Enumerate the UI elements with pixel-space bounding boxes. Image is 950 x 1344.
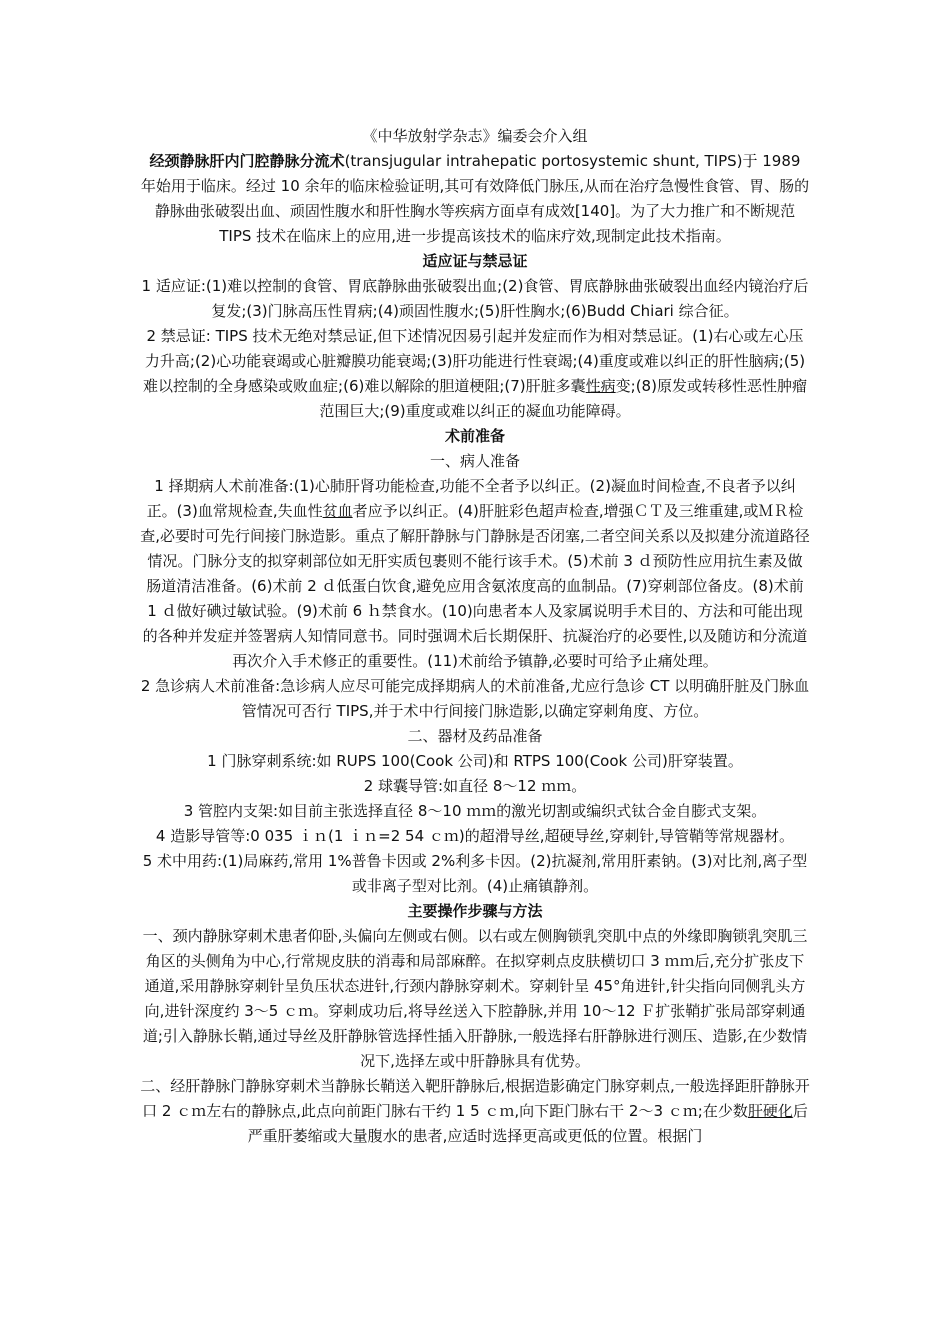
elective-prep-paragraph [140, 474, 810, 674]
contraindications-text-b: 变;(8)原发或转移性恶性肿瘤范围巨大;(9)重度或难以纠正的凝血功能障碍。 [319, 377, 807, 420]
procedure-step-1: 一、颈内静脉穿刺术患者仰卧,头偏向左侧或右侧。以右或左侧胸锁乳突肌中点的外缘即胸锁乳突肌三角区的头侧角为中心,行常规皮肤的消毒和局部麻醉。在拟穿刺点皮肤横切口 3 ｍｍ后,充分扩张皮下通道,采用静脉穿刺针呈负压状态进针,行颈内静脉穿刺术。穿刺针呈 45°角进针,针尖指向同侧乳头方向,进针深度约 3～5 ｃｍ。穿刺成功后,将导丝送入下腔静脉,并用 10～12 Ｆ扩张鞘扩张局部穿刺通道;引入静脉长鞘,通过导丝及肝静脉管选择性插入肝静脉,一般选择右肝静脉进行测压、造影,在少数情况下,选择左或中肝静脉具有优势。 [142, 927, 808, 1070]
procedure-step-2-text-a: 二、经肝静脉门静脉穿刺术当静脉长鞘送入靶肝静脉后,根据造影确定门脉穿刺点,一般选择距肝静脉开口 2 ｃｍ左右的静脉点,此点向前距门脉右干约 1 5 ｃｍ,向下距门脉右干 2～3 ｃｍ;在少数 [140, 1077, 810, 1120]
equipment-item-3: 3 管腔内支架:如目前主张选择直径 8～10 ｍｍ的激光切割或编织式钛合金自膨式支架。 [183, 802, 767, 820]
equipment-item-2: 2 球囊导管:如直径 8～12 ｍｍ。 [363, 777, 587, 795]
contraindications-text-a: 2 禁忌证: TIPS 技术无绝对禁忌证,但下述情况因易引起并发症而作为相对禁忌证。(1)右心或左心压力升高;(2)心功能衰竭或心脏瓣膜功能衰竭;(3)肝功能进行性衰竭;(4)重度或难以纠正的肝性脑病;(5)难以控制的全身感染或败血症;(6)难以解除的胆道梗阻;(7)肝脏多囊 [143, 327, 806, 395]
procedure-step-2 [140, 1074, 810, 1149]
procedure-step-2-text-b: 后严重肝萎缩或大量腹水的患者,应适时选择更高或更低的位置。根据门 [247, 1102, 808, 1145]
indications-paragraph: 1 适应证:(1)难以控制的食管、胃底静脉曲张破裂出血;(2)食管、胃底静脉曲张破裂出血经内镜治疗后复发;(3)门脉高压性胃病;(4)顽固性腹水;(5)肝性胸水;(6)Budd Chiari 综合征。 [141, 277, 809, 320]
article-title-english: (transjugular intrahepatic portosystemic shunt, TIPS) [344, 152, 743, 170]
heading-procedure: 主要操作步骤与方法 [407, 902, 543, 920]
underlined-term-polycystic: 性病 [585, 377, 616, 395]
elective-prep-text-b: 者应予以纠正。(4)肝脏彩色超声检查,增强ＣＴ及三维重建,或ＭＲ检查,必要时可先行间接门脉造影。重点了解肝静脉与门静脉是否闭塞,二者空间关系以及拟建分流道路径情况。门脉分支的拟穿刺部位如无肝实质包裹则不能行该手术。(5)术前 3 ｄ预防性应用抗生素及做肠道清洁准备。(6)术前 2 ｄ低蛋白饮食,避免应用含氨浓度高的血制品。(7)穿刺部位备皮。(8)术前 1 ｄ做好碘过敏试验。(9)术前 6 ｈ禁食水。(10)向患者本人及家属说明手术目的、方法和可能出现的各种并发症并签署病人知情同意书。同时强调术后长期保肝、抗凝治疗的必要性,以及随访和分流道再次介入手术修正的重要性。(11)术前给予镇静,必要时可给予止痛处理。 [140, 502, 810, 670]
intro-text: 于 1989 年始用于临床。经过 10 余年的临床检验证明,其可有效降低门脉压,从而在治疗急慢性食管、胃、肠的静脉曲张破裂出血、顽固性腹水和肝性胸水等疾病方面卓有成效[140]。为了大力推广和不断规范 TIPS 技术在临床上的应用,进一步提高该技术的临床疗效,现制定此技术指南。 [140, 152, 810, 245]
title-paragraph [140, 149, 810, 249]
equipment-item-1: 1 门脉穿刺系统:如 RUPS 100(Cook 公司)和 RTPS 100(Cook 公司)肝穿装置。 [207, 752, 743, 770]
heading-equipment: 二、器材及药品准备 [407, 727, 543, 745]
underlined-term-anemia: 贫血 [322, 502, 353, 520]
equipment-item-4: 4 造影导管等:0 035 ｉｎ(1 ｉｎ=2 54 ｃｍ)的超滑导丝,超硬导丝,穿刺针,导管鞘等常规器材。 [155, 827, 795, 845]
emergency-prep-paragraph: 2 急诊病人术前准备:急诊病人应尽可能完成择期病人的术前准备,尤应行急诊 CT 以明确肝脏及门脉血管情况可否行 TIPS,并于术中行间接门脉造影,以确定穿刺角度、方位。 [140, 677, 810, 720]
underlined-term-cirrhosis: 肝硬化 [747, 1102, 793, 1120]
heading-patient-prep: 一、病人准备 [429, 452, 520, 470]
document-body [140, 124, 810, 1149]
heading-preop: 术前准备 [444, 427, 505, 445]
heading-indications: 适应证与禁忌证 [422, 252, 528, 270]
elective-prep-text-a: 1 择期病人术前准备:(1)心肺肝肾功能检查,功能不全者予以纠正。(2)凝血时间检查,不良者予以纠正。(3)血常规检查,失血性 [146, 477, 796, 520]
article-title: 经颈静脉肝内门腔静脉分流术 [149, 152, 345, 170]
equipment-item-5: 5 术中用药:(1)局麻药,常用 1%普鲁卡因或 2%利多卡因。(2)抗凝剂,常用肝素钠。(3)对比剂,离子型或非离子型对比剂。(4)止痛镇静剂。 [142, 852, 808, 895]
contraindications-paragraph [140, 324, 810, 424]
author-line: 《中华放射学杂志》编委会介入组 [362, 127, 588, 145]
